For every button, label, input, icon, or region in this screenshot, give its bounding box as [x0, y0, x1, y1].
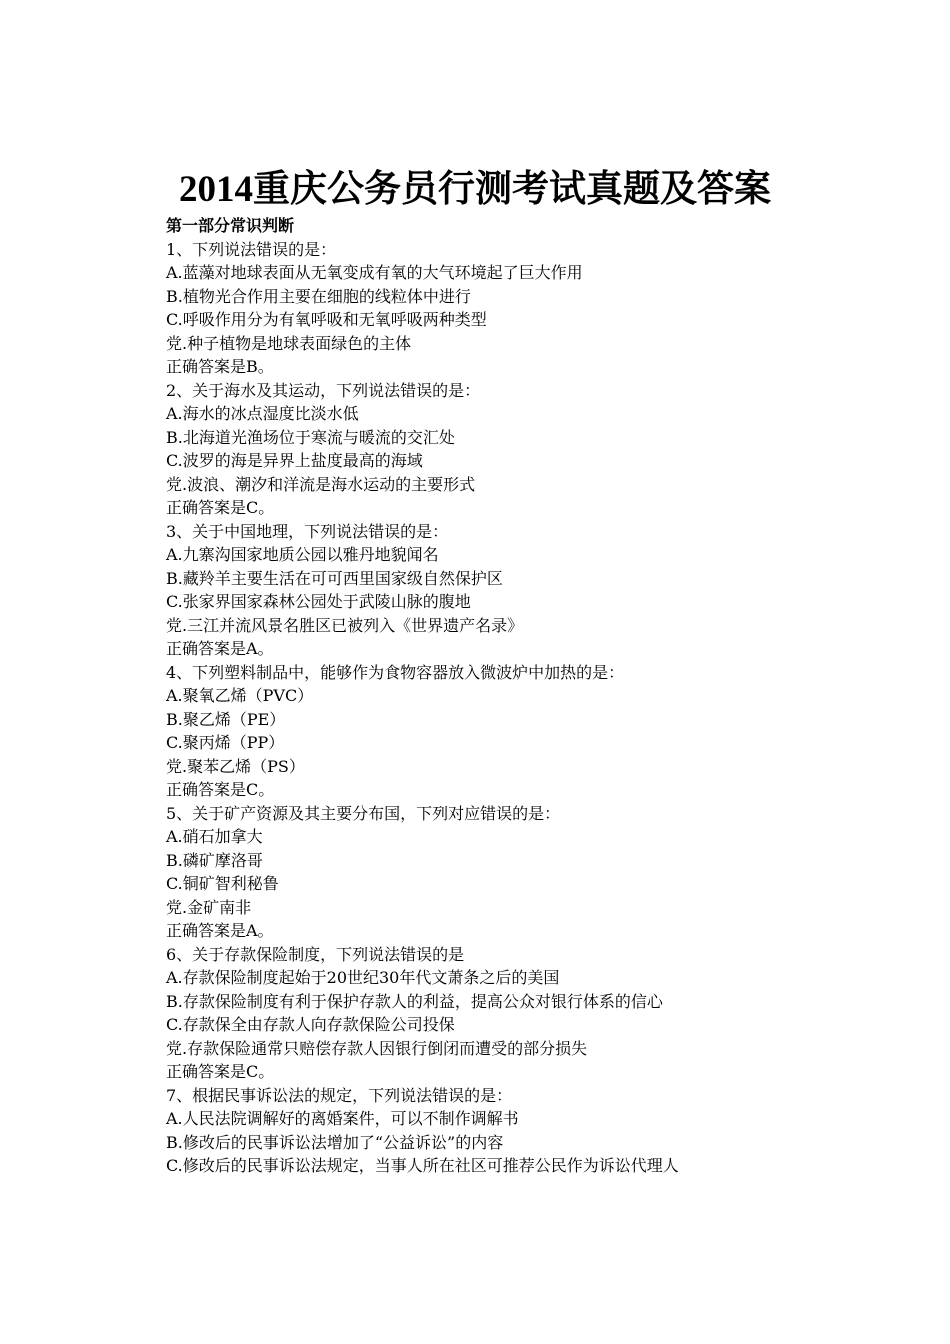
question-stem: 7、根据民事诉讼法的规定，下列说法错误的是：	[166, 1085, 513, 1105]
option-line: B.磷矿摩洛哥	[166, 850, 263, 870]
option-line: B.植物光合作用主要在细胞的线粒体中进行	[166, 286, 471, 306]
option-line: A.九寨沟国家地质公园以雅丹地貌闻名	[166, 545, 439, 564]
question-block	[166, 1084, 856, 1178]
option-line: C.铜矿智利秘鲁	[166, 874, 279, 893]
option-line: 党.种子植物是地球表面绿色的主体	[166, 333, 412, 353]
option-line: A.蓝藻对地球表面从无氧变成有氧的大气环境起了巨大作用	[166, 263, 583, 282]
option-line: B.修改后的民事诉讼法增加了“公益诉讼”的内容	[166, 1132, 504, 1152]
document-title: 2014重庆公务员行测考试真题及答案	[179, 169, 771, 210]
question-block	[166, 520, 856, 661]
option-line: 党.存款保险通常只赔偿存款人因银行倒闭而遭受的部分损失	[166, 1038, 588, 1058]
answer-line: 正确答案是C。	[166, 1062, 275, 1081]
option-line: C.呼吸作用分为有氧呼吸和无氧呼吸两种类型	[166, 310, 487, 329]
question-stem: 2、关于海水及其运动，下列说法错误的是：	[166, 380, 481, 400]
option-line: B.北海道光渔场位于寒流与暖流的交汇处	[166, 427, 455, 447]
option-line: C.聚丙烯（PP）	[166, 733, 285, 752]
option-line: A.硝石加拿大	[166, 827, 263, 846]
question-block	[166, 661, 856, 802]
option-line: B.聚乙烯（PE）	[166, 709, 286, 729]
option-line: A.存款保险制度起始于20世纪30年代文萧条之后的美国	[166, 968, 560, 987]
question-stem: 4、下列塑料制品中，能够作为食物容器放入微波炉中加热的是：	[166, 662, 625, 682]
question-stem: 5、关于矿产资源及其主要分布国，下列对应错误的是：	[166, 803, 561, 823]
option-line: A.聚氧乙烯（PVC）	[166, 686, 314, 705]
question-block	[166, 802, 856, 943]
answer-line: 正确答案是A。	[166, 921, 274, 940]
option-line: C.修改后的民事诉讼法规定，当事人所在社区可推荐公民作为诉讼代理人	[166, 1156, 679, 1175]
option-line: B.存款保险制度有利于保护存款人的利益，提高公众对银行体系的信心	[166, 991, 663, 1011]
answer-line: 正确答案是C。	[166, 498, 275, 517]
question-block	[166, 238, 856, 379]
answer-line: 正确答案是A。	[166, 639, 274, 658]
option-line: A.海水的冰点湿度比淡水低	[166, 404, 359, 423]
question-stem: 1、下列说法错误的是：	[166, 239, 337, 259]
option-line: A.人民法院调解好的离婚案件，可以不制作调解书	[166, 1109, 519, 1128]
question-block	[166, 943, 856, 1084]
answer-line: 正确答案是B。	[166, 357, 274, 376]
document-body	[166, 214, 856, 1178]
option-line: 党.聚苯乙烯（PS）	[166, 756, 305, 776]
option-line: B.藏羚羊主要生活在可可西里国家级自然保护区	[166, 568, 503, 588]
answer-line: 正确答案是C。	[166, 780, 275, 799]
question-stem: 6、关于存款保险制度，下列说法错误的是	[166, 944, 465, 964]
question-stem: 3、关于中国地理，下列说法错误的是：	[166, 521, 449, 541]
option-line: C.张家界国家森林公园处于武陵山脉的腹地	[166, 592, 471, 611]
question-block	[166, 379, 856, 520]
option-line: C.波罗的海是异界上盐度最高的海域	[166, 451, 423, 470]
section-heading: 第一部分常识判断	[166, 216, 295, 235]
option-line: C.存款保全由存款人向存款保险公司投保	[166, 1015, 455, 1034]
option-line: 党.金矿南非	[166, 897, 252, 917]
option-line: 党.波浪、潮汐和洋流是海水运动的主要形式	[166, 474, 476, 494]
option-line: 党.三江并流风景名胜区已被列入《世界遗产名录》	[166, 615, 524, 635]
